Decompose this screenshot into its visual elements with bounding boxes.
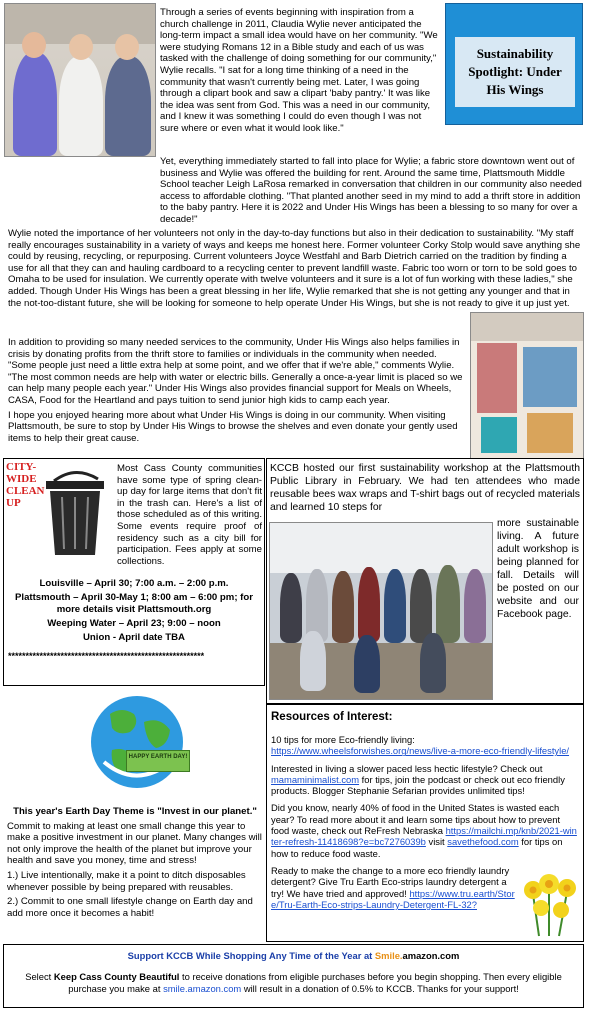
footer-smile-word: Smile. [374, 950, 403, 961]
resource-eco-tips [271, 734, 579, 757]
event-plattsmouth: Plattsmouth – April 30-May 1; 8:00 am – 6:00 pm; for more details visit Plattsmouth.org [15, 592, 253, 615]
article-body [8, 156, 583, 229]
article-paragraph-1: Through a series of events beginning with inspiration from a church challenge in 2011, Claudia Wylie never anticipated the long-term impact a small idea would have on her community. "We were studying Romans 12 in a Bible study and each of us was tasked with the challenge of doing something for our community," Wylie recalls. "I sat for a long time thinking of a need in the community that wasn't currently being met. Later, I was going through a clipart book and saw a clipart 'baby pantry.' It was like the idea was sent from God. This was a need in our community, and I knew it was something I could do even though I was not sure where or even what it would look like." [160, 7, 438, 134]
thrift-store-photo [470, 312, 584, 459]
logo-word-city: CITY- [6, 461, 37, 473]
workshop-details: more sustainable living. A future adult workshop is being planned for fall. Details will be posted on our website and our Facebook page. [497, 518, 579, 620]
workshop-group-photo [269, 522, 493, 700]
daffodils-icon [519, 872, 581, 938]
resource-minimalist-text-b: for tips, join the podcast or check out eco friendly products. Blogger Stephanie Sefarian provides unlimited tips! [271, 773, 565, 797]
earth-globe-icon [82, 692, 192, 792]
tru-earth-link[interactable]: https://www.tru.earth/Store/Tru-Earth-Eco-strips-Laundry-Detergent-FL-32? [271, 887, 515, 910]
event-union: Union - April date TBA [83, 632, 185, 643]
footer-instructions [8, 971, 579, 995]
spotlight-title-line3: His Wings [486, 82, 544, 97]
earth-day-title: This year's Earth Day Theme is "Invest in our planet." [13, 806, 257, 817]
article-body-wide [8, 228, 583, 312]
refresh-nebraska-link[interactable]: https://mailchi.mp/knb/2021-winter-refresh-11418698?e=bc7276039b [271, 825, 577, 848]
article-body-lower [8, 337, 466, 447]
clean-up-intro: Most Cass County communities have some type of spring clean-up day for large items that don't fit in the trash can. Here's a list of those scheduled as of this writing. Some events require proof of residency such as a city bill for participation. Fees apply at some collections. [117, 463, 262, 567]
stars-divider: ******************************************************** [8, 651, 205, 661]
footer-text-a: Select [25, 971, 54, 982]
workshop-text-side [497, 517, 579, 621]
resource-food-waste-text-a: Did you know, nearly 40% of food in the United States is wasted each year? To read more about it and learn some tips about how to prevent food waste, check out ReFresh Nebraska [271, 802, 561, 837]
workshop-intro: KCCB hosted our first sustainability workshop at the Plattsmouth Public Library in February. We had ten attendees who made reusable bees wax wraps and T-shirt bags out of recycled materials and learned 10 steps for [270, 463, 580, 513]
article-paragraph-5: I hope you enjoyed hearing more about what Under His Wings is doing in our community. When visiting Plattsmouth, be sure to stop by Under His Wings to browse the shelves and even donate your gently used items to help their great cause. [8, 409, 458, 444]
savethefood-link[interactable]: savethefood.com [447, 836, 519, 848]
smile-amazon-link[interactable]: smile.amazon.com [163, 983, 242, 994]
volunteers-photo [4, 3, 156, 157]
trash-can-icon [40, 465, 110, 557]
footer-title-text: Support KCCB While Shopping Any Time of the Year at [127, 950, 375, 961]
earth-day-text [7, 806, 263, 922]
footer-amazon-word: amazon.com [402, 950, 460, 961]
earth-day-item-2: 2.) Commit to one small lifestyle change on Earth day and add more once it becomes a habit! [7, 896, 253, 919]
logo-word-wide: WIDE [6, 473, 37, 485]
footer-org-name: Keep Cass County Beautiful [53, 971, 180, 982]
resources-heading: Resources of Interest: [271, 711, 393, 723]
article-paragraph-4: In addition to providing so many needed services to the community, Under His Wings also helps families in crisis by donating profits from the thrift store to families or individuals in the community when needed. "Some people just need a little extra help at some point, and we offer that if we're able," comments Wylie. "The most common needs are help with water or electric bills. Generally a once-a-year limit is placed so we can help many people each year." Under His Wings also provides financial support for Meals on Wheels, CASA, Food for the Heartland and pays tuition to send junior high kids to camp each year. [8, 337, 463, 406]
resource-minimalist [271, 763, 579, 797]
resource-detergent [271, 865, 517, 910]
footer-title [8, 950, 579, 962]
resource-minimalist-text-a: Interested in living a slower paced less hectic lifestyle? Check out [271, 762, 543, 774]
logo-word-clean: CLEAN [6, 485, 45, 497]
resource-food-waste-text-b: visit [425, 836, 448, 848]
clean-up-events [8, 578, 260, 646]
mamaminimalist-link[interactable]: mamaminimalist.com [271, 773, 360, 785]
spotlight-title-line1: Sustainability [476, 46, 554, 61]
clean-up-logo [6, 461, 110, 559]
earth-day-item-1: 1.) Live intentionally, make it a point to ditch disposables whenever possible by being prepared with reusables. [7, 869, 246, 893]
spotlight-box [445, 3, 583, 125]
workshop-text-top [270, 462, 580, 514]
event-weeping-water: Weeping Water – April 23; 9:00 – noon [47, 618, 221, 629]
spotlight-title-line2: Spotlight: Under [468, 64, 562, 79]
event-louisville: Louisville – April 30; 7:00 a.m. – 2:00 p.m. [39, 578, 229, 589]
resource-eco-tips-text: 10 tips for more Eco-friendly living: [271, 734, 415, 745]
clean-up-intro-column [117, 463, 262, 570]
resource-food-waste-text-c: for tips on how to reduce food waste. [271, 836, 563, 859]
article-paragraph-2: Yet, everything immediately started to fall into place for Wylie; a fabric store downtown went out of business and Wylie was offered the building for rent. Around the same time, Plattsmouth Middle School teacher Leigh LaRosa remarked in conversation that children in our community also needed access to affordable clothing. "That planted another seed in my mind to add a thrift store in addition to the baby pantry. Here it is 2022 and Under His Wings has been a blessing to so many for over a decade!" [160, 156, 582, 225]
wheelsforwishes-link[interactable]: https://www.wheelsforwishes.org/news/live-a-more-eco-friendly-lifestyle/ [271, 745, 570, 757]
footer-text-c: will result in a donation of 0.5% to KCCB. Thanks for your support! [241, 983, 519, 994]
earth-day-banner: HAPPY EARTH DAY! [126, 750, 190, 772]
resource-food-waste [271, 802, 579, 858]
footer-text-b: to receive donations from eligible purchases before you begin shopping. Then every eligible purchase you make at [68, 971, 562, 994]
earth-day-body: Commit to making at least one small change this year to make a positive investment in our planet. Many changes will not only improve the health of the planet but improve your health and save you money, time and stress! [7, 820, 262, 867]
footer-content [8, 950, 579, 995]
resource-detergent-text: Ready to make the change to a more eco friendly laundry detergent? Give Tru Earth Eco-strips laundry detergent a try! We have tried and approved! [271, 864, 510, 899]
article-p1-column [160, 7, 440, 138]
article-paragraph-3: Wylie noted the importance of her volunteers not only in the day-to-day functions but also in their dedication to sustainability. "My staff really encourages sustainability in a variety of ways and keeps me honest here. Former volunteer Corky Stolp would save anything she could by reusing, recycling, or repurposing. Current volunteers Joyce Westfahl and Barb Dietrich carried on the tradition by finding a use for all that they can and hauling cardboard to a recycling center to prevent landfill waste. Fabric too worn or torn to be sold goes to Omaha to be used for insulation. We currently operate with twelve volunteers and it sure is a lot of fun working with these ladies," she added. Though Under His Wings has been a great blessing in her life, Wylie remarked that she is not getting any younger and that in the not-too-distant future, she will be looking for someone to help operate Under His Wings, but she is not ready to give it up just yet. [8, 228, 581, 309]
logo-word-up: UP [6, 497, 21, 509]
